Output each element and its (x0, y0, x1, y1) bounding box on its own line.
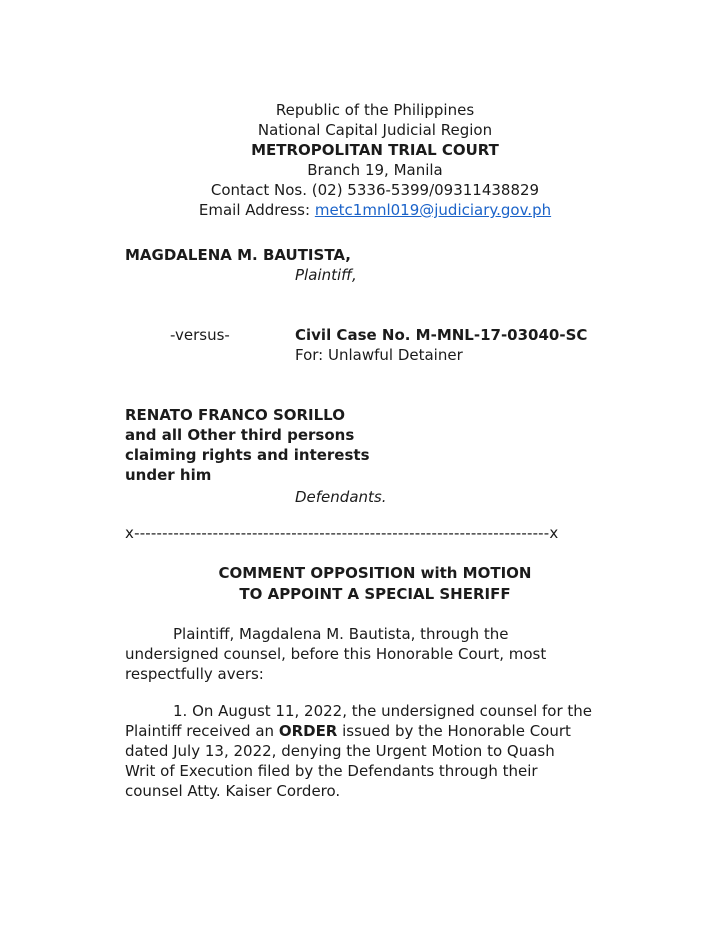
paragraph-line: Plaintiff, Magdalena M. Bautista, through the (173, 625, 509, 643)
email-link[interactable]: metc1mnl019@judiciary.gov.ph (314, 201, 552, 219)
header-branch: Branch 19, Manila (307, 161, 443, 179)
document-title (125, 563, 625, 605)
header-email-line (125, 200, 625, 220)
case-nature: For: Unlawful Detainer (295, 346, 463, 364)
header-republic: Republic of the Philippines (275, 101, 475, 119)
paragraph-line: respectfully avers: (125, 665, 264, 683)
versus-row (125, 325, 625, 365)
defendant-line: RENATO FRANCO SORILLO (125, 406, 345, 424)
paragraph-line: dated July 13, 2022, denying the Urgent Motion to Quash (125, 742, 555, 760)
case-caption (125, 245, 625, 543)
paragraph-line: undersigned counsel, before this Honorable Court, most (125, 645, 547, 663)
document-title-line: COMMENT OPPOSITION with MOTION (218, 564, 532, 582)
paragraph-intro (125, 624, 625, 684)
paragraph-line: 1. On August 11, 2022, the undersigned counsel for the (173, 702, 593, 720)
defendant-line: and all Other third persons (125, 426, 355, 444)
paragraph-line (125, 721, 625, 741)
defendant-role: Defendants. (295, 488, 387, 506)
document-title-line: TO APPOINT A SPECIAL SHERIFF (239, 585, 511, 603)
case-number: Civil Case No. M-MNL-17-03040-SC (295, 326, 588, 344)
case-info (295, 325, 587, 365)
defendant-line: claiming rights and interests (125, 446, 370, 464)
paragraph-text: Plaintiff received an (125, 722, 279, 740)
header-contact: Contact Nos. (02) 5336-5399/09311438829 (210, 181, 540, 199)
plaintiff-role: Plaintiff, (295, 266, 357, 284)
defendant-block (125, 405, 625, 485)
versus-label: -versus- (170, 326, 230, 344)
court-name: METROPOLITAN TRIAL COURT (251, 141, 499, 159)
paragraph-item-1 (125, 701, 625, 801)
header-region: National Capital Judicial Region (257, 121, 493, 139)
paragraph-line: Writ of Execution filed by the Defendants through their (125, 762, 538, 780)
defendant-line: under him (125, 466, 212, 484)
paragraph-line: counsel Atty. Kaiser Cordero. (125, 782, 341, 800)
plaintiff-name: MAGDALENA M. BAUTISTA, (125, 246, 351, 264)
paragraph-text: issued by the Honorable Court (337, 722, 571, 740)
order-emphasis: ORDER (278, 722, 338, 740)
court-header (125, 100, 625, 220)
caption-separator: x--------------------------------------------------------------------------x (125, 524, 559, 542)
email-label: Email Address: (198, 201, 315, 219)
